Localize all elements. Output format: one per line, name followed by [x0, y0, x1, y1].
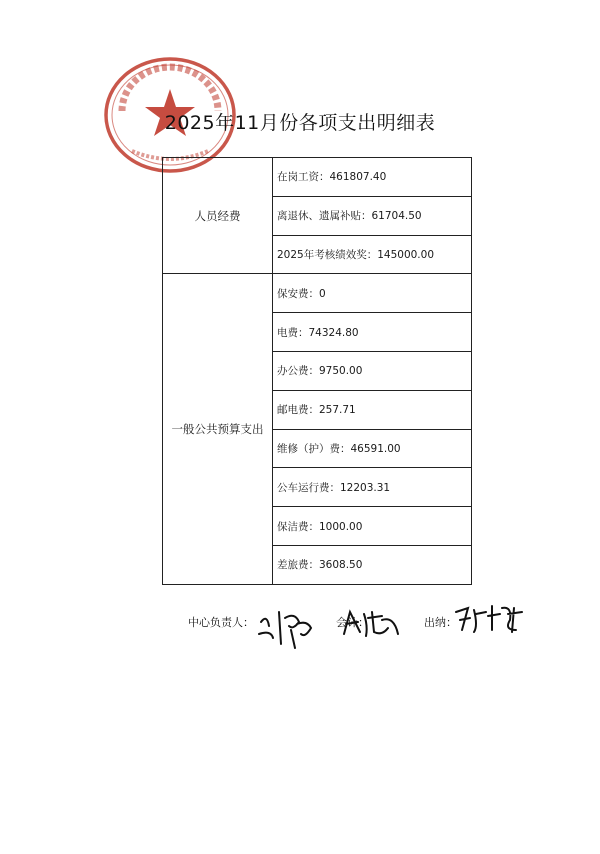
item-cell: 办公费：9750.00 — [273, 351, 472, 390]
cashier-signature — [452, 600, 526, 636]
item-cell: 邮电费：257.71 — [273, 390, 472, 429]
item-cell: 在岗工资：461807.40 — [273, 158, 472, 197]
accountant-label: 会计： — [336, 616, 369, 629]
table-row — [163, 274, 472, 313]
table-row — [163, 158, 472, 197]
category-cell: 人员经费 — [163, 158, 273, 274]
expense-table — [162, 157, 472, 585]
accountant-signature — [338, 606, 404, 642]
item-cell: 公车运行费：12203.31 — [273, 468, 472, 507]
item-cell: 2025年考核绩效奖：145000.00 — [273, 235, 472, 274]
item-cell: 保洁费：1000.00 — [273, 507, 472, 546]
item-cell: 离退休、遗属补贴：61704.50 — [273, 196, 472, 235]
category-cell: 一般公共预算支出 — [163, 274, 273, 584]
item-cell: 差旅费：3608.50 — [273, 545, 472, 584]
item-cell: 电费：74324.80 — [273, 313, 472, 352]
page-title: 2025年11月份各项支出明细表 — [164, 112, 436, 134]
item-cell: 保安费：0 — [273, 274, 472, 313]
cashier-label: 出纳： — [424, 616, 457, 629]
item-cell: 维修（护）费：46591.00 — [273, 429, 472, 468]
head-label: 中心负责人： — [188, 616, 254, 629]
head-signature — [255, 604, 317, 650]
